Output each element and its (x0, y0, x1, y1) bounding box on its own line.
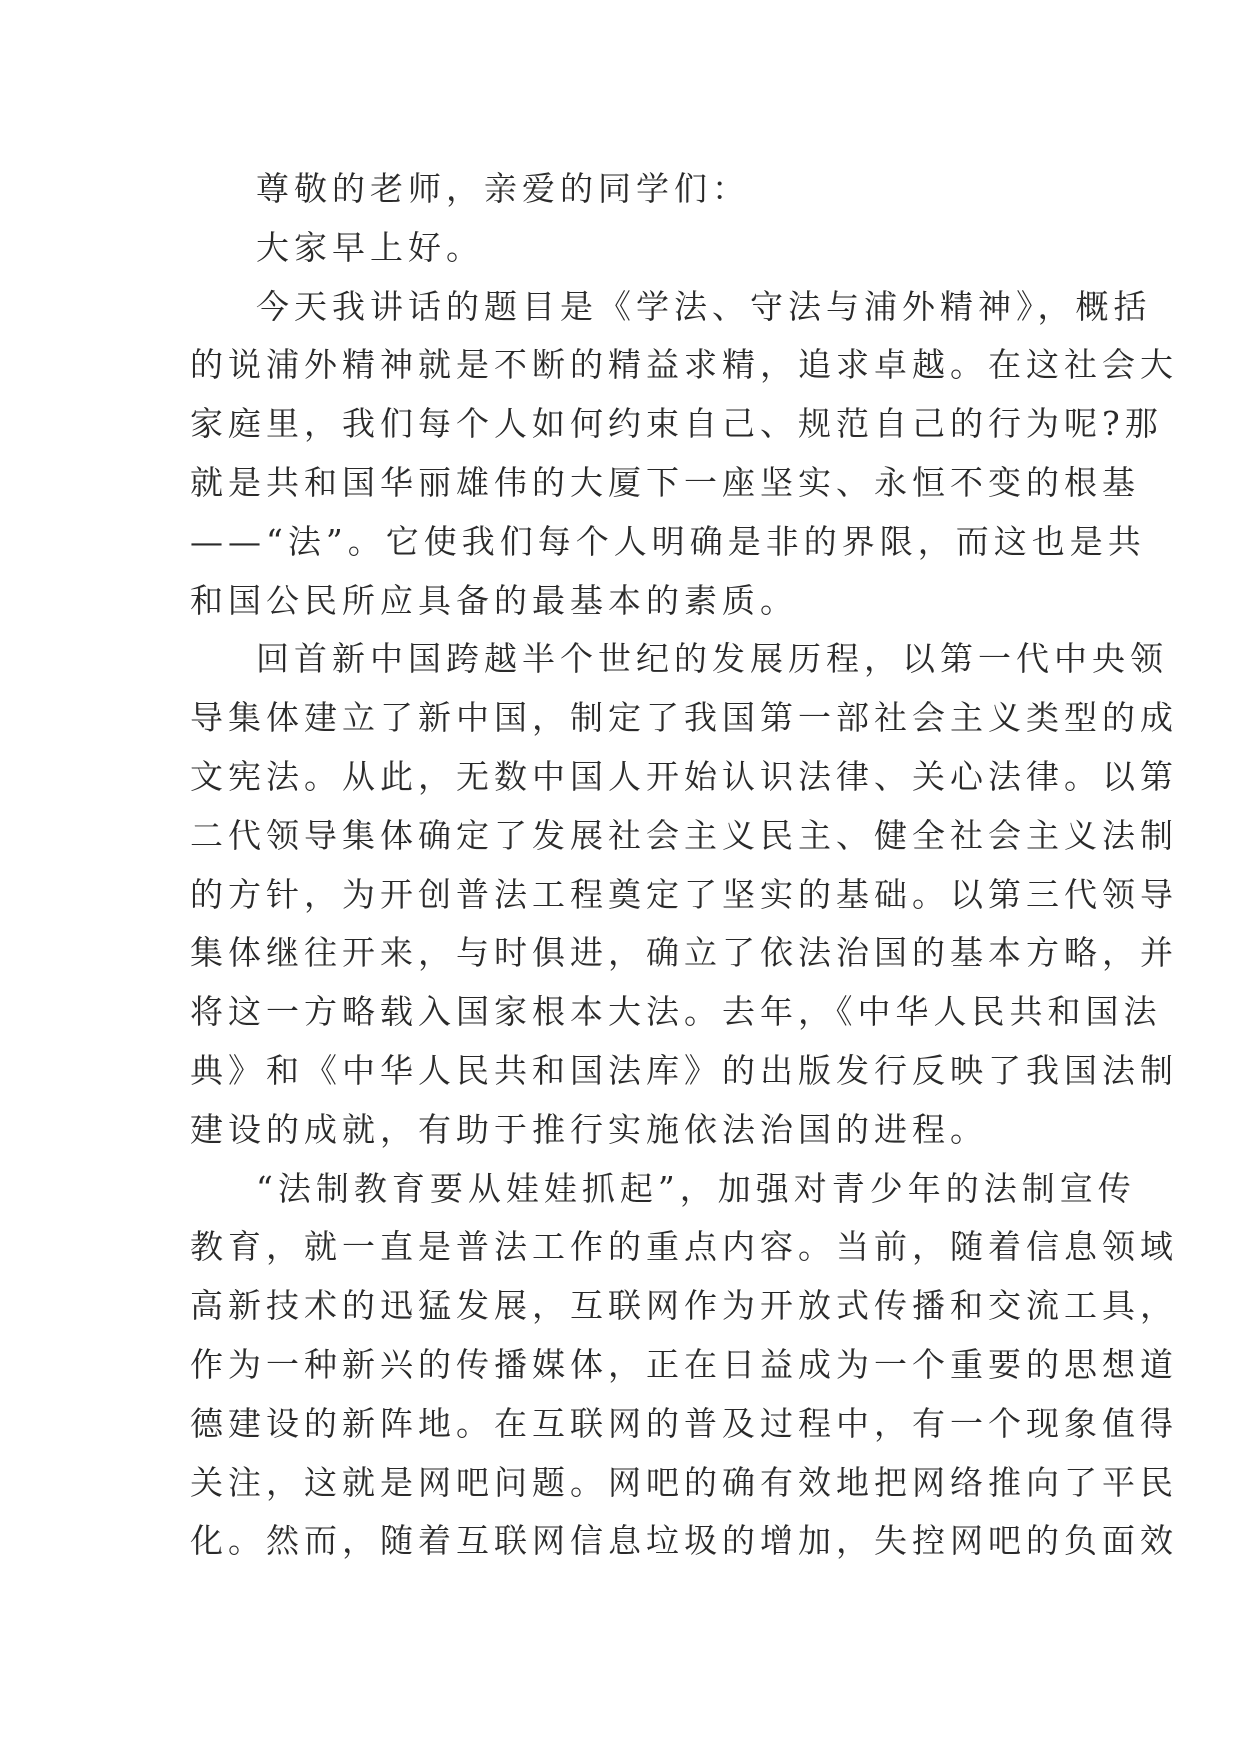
text-line: 高新技术的迅猛发展，互联网作为开放式传播和交流工具， (190, 1286, 1178, 1326)
text-line: 尊敬的老师，亲爱的同学们： (256, 169, 750, 208)
text-line: 集体继往开来，与时俱进，确立了依法治国的基本方略，并 (190, 933, 1178, 973)
text-line: 作为一种新兴的传播媒体，正在日益成为一个重要的思想道 (190, 1344, 1178, 1384)
text-line: 的方针，为开创普法工程奠定了坚实的基础。以第三代领导 (190, 874, 1178, 914)
text-line: 关注，这就是网吧问题。网吧的确有效地把网络推向了平民 (190, 1462, 1178, 1502)
education-paragraph (190, 1160, 1178, 1572)
text-line: 文宪法。从此，无数中国人开始认识法律、关心法律。以第 (190, 756, 1178, 796)
text-line: 回首新中国跨越半个世纪的发展历程，以第一代中央领 (256, 639, 1168, 679)
text-line: ——“法”。它使我们每个人明确是非的界限，而这也是共 (190, 521, 1146, 561)
text-line: 德建设的新阵地。在互联网的普及过程中，有一个现象值得 (190, 1403, 1178, 1443)
text-line: 今天我讲话的题目是《学法、守法与浦外精神》，概括 (256, 286, 1152, 326)
salutation-paragraph (190, 160, 1050, 219)
text-line: 二代领导集体确定了发展社会主义民主、健全社会主义法制 (190, 815, 1178, 855)
greeting-paragraph (190, 219, 1050, 278)
text-line: 家庭里，我们每个人如何约束自己、规范自己的行为呢?那 (190, 404, 1163, 444)
history-paragraph (190, 630, 1178, 1159)
text-line: 教育，就一直是普法工作的重点内容。当前，随着信息领域 (190, 1227, 1178, 1267)
text-line: 将这一方略载入国家根本大法。去年，《中华人民共和国法 (190, 992, 1162, 1032)
text-line: 的说浦外精神就是不断的精益求精，追求卓越。在这社会大 (190, 345, 1178, 385)
text-line: 建设的成就，有助于推行实施依法治国的进程。 (190, 1109, 988, 1149)
text-line: 典》和《中华人民共和国法库》的出版发行反映了我国法制 (190, 1050, 1178, 1090)
text-line: 导集体建立了新中国，制定了我国第一部社会主义类型的成 (190, 698, 1178, 738)
text-line: 和国公民所应具备的最基本的素质。 (190, 580, 798, 620)
text-line: “法制教育要从娃娃抓起”，加强对青少年的法制宣传 (256, 1168, 1136, 1208)
intro-paragraph (190, 278, 1178, 631)
text-line: 大家早上好。 (256, 227, 484, 267)
speech-text (190, 160, 1178, 1571)
text-line: 化。然而，随着互联网信息垃圾的增加，失控网吧的负面效 (190, 1521, 1178, 1561)
text-line: 就是共和国华丽雄伟的大厦下一座坚实、永恒不变的根基 (190, 462, 1140, 502)
